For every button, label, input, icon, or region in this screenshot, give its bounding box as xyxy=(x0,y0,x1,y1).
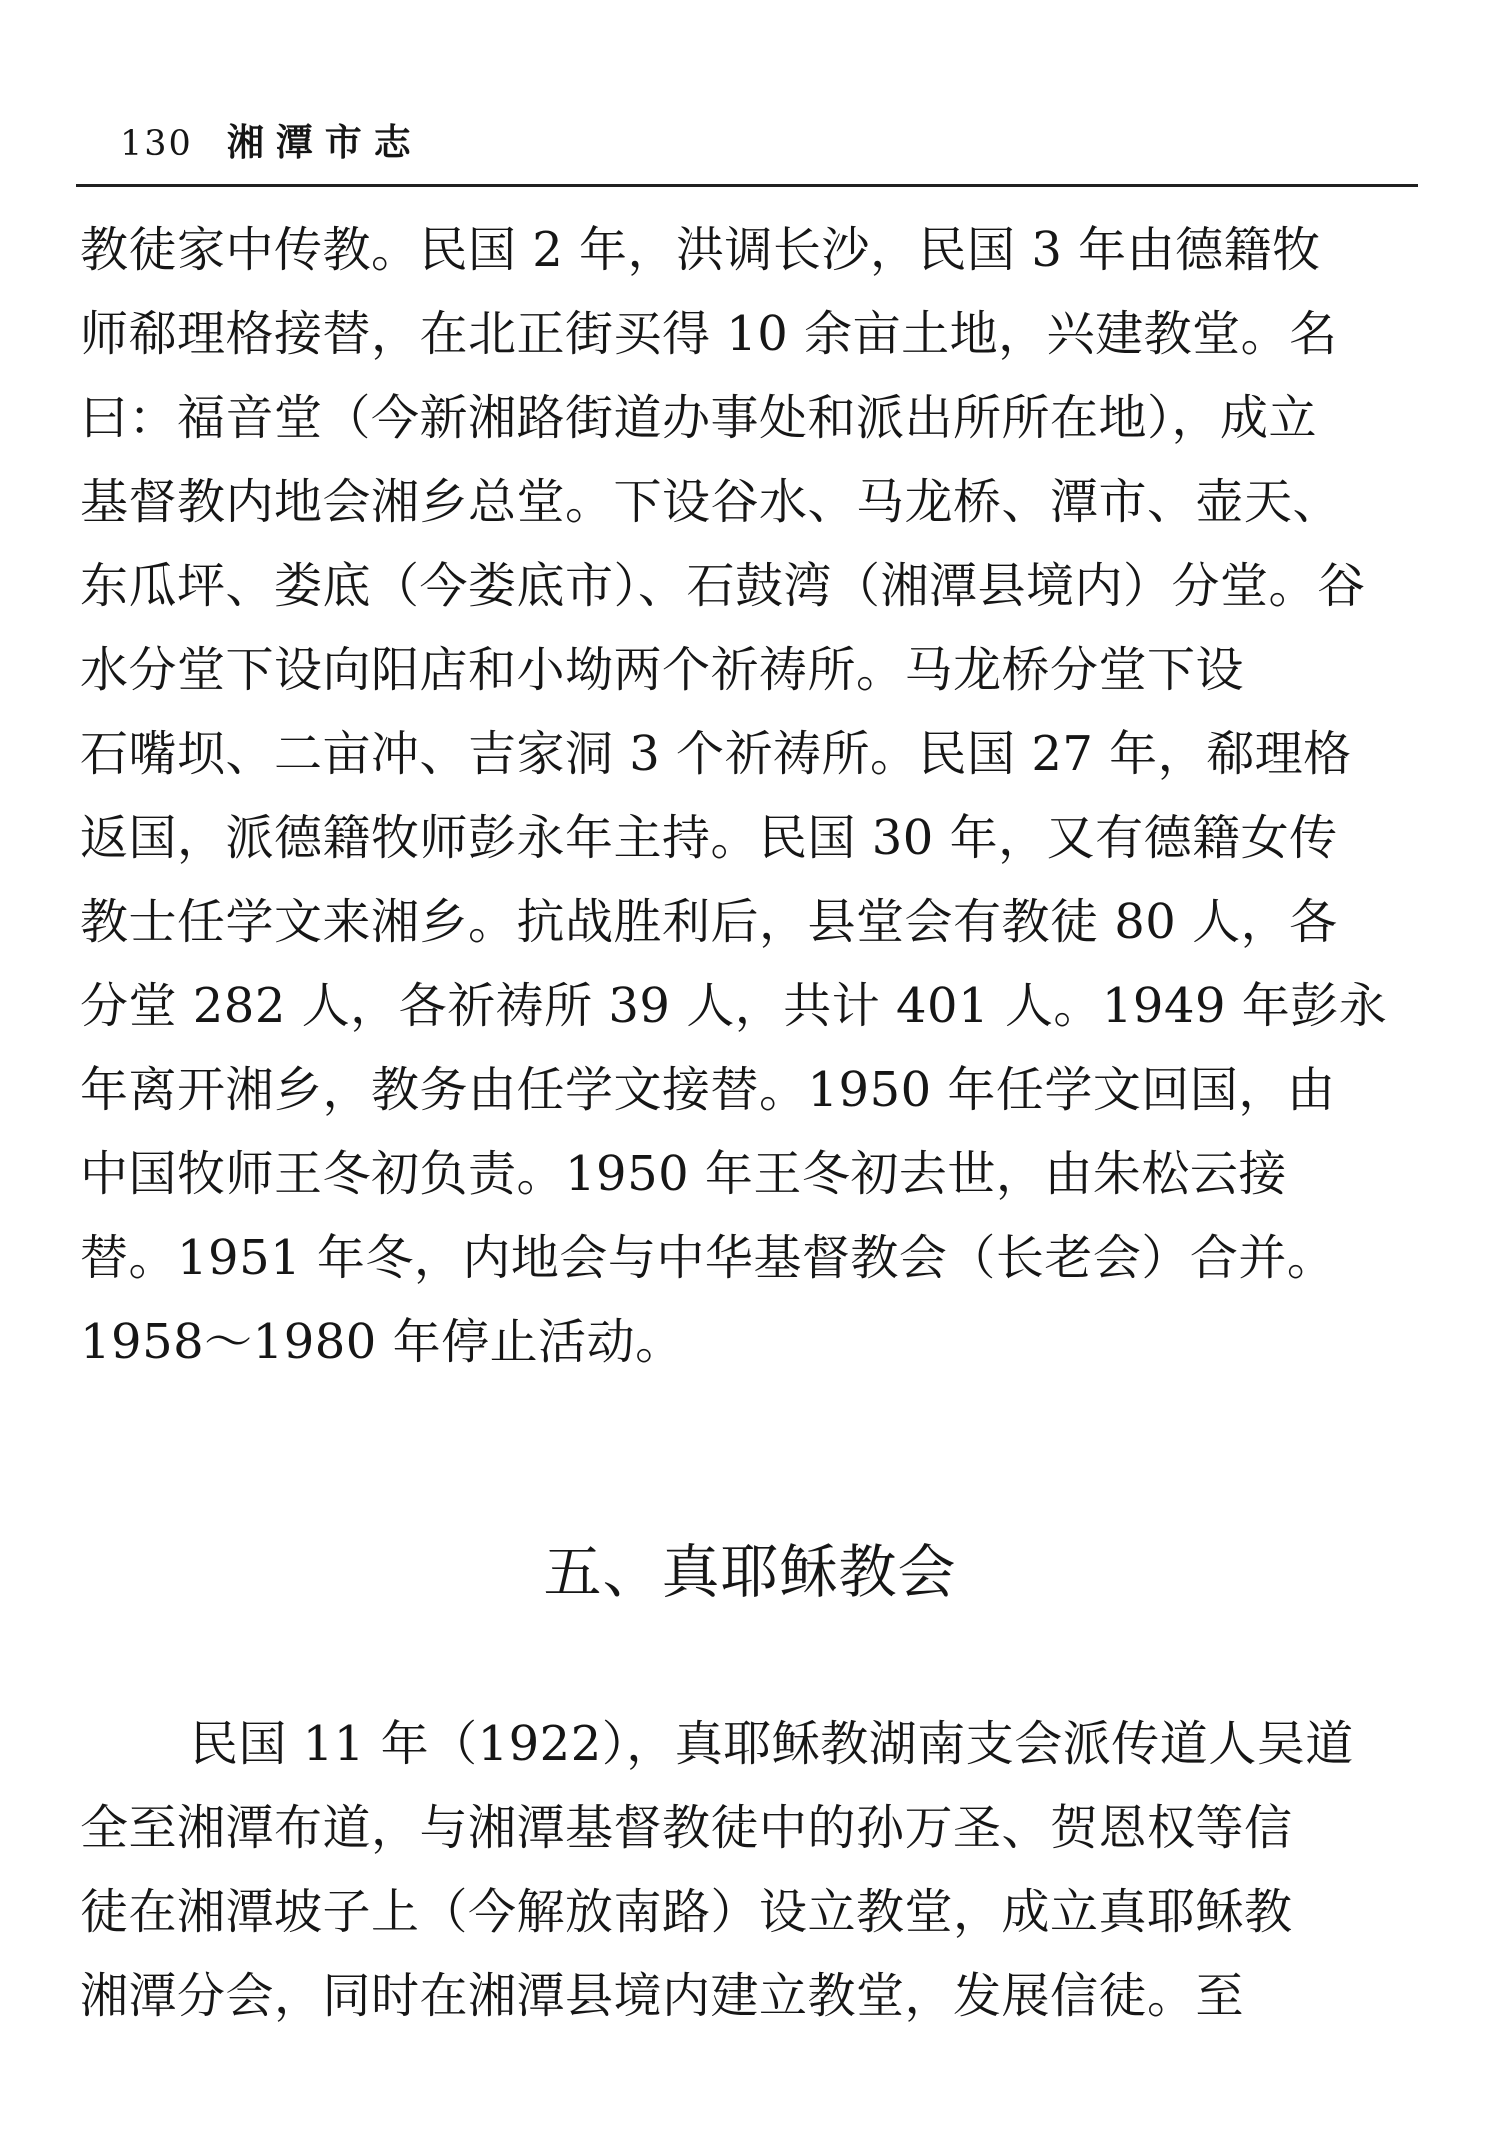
text-line: 全至湘潭布道，与湘潭基督教徒中的孙万圣、贺恩权等信 xyxy=(80,1800,1293,1856)
text-line: 湘潭分会，同时在湘潭县境内建立教堂，发展信徒。至 xyxy=(80,1968,1245,2024)
text-line: 水分堂下设向阳店和小坳两个祈祷所。马龙桥分堂下设 xyxy=(80,642,1245,698)
running-head xyxy=(120,112,423,172)
header-rule xyxy=(76,184,1418,187)
text-line: 教徒家中传教。民国 2 年，洪调长沙，民国 3 年由德籍牧 xyxy=(80,222,1321,278)
text-line: 民国 11 年（1922），真耶稣教湖南支会派传道人吴道 xyxy=(190,1716,1354,1772)
text-line: 教士任学文来湘乡。抗战胜利后，县堂会有教徒 80 人，各 xyxy=(80,894,1338,950)
text-line: 分堂 282 人，各祈祷所 39 人，共计 401 人。1949 年彭永 xyxy=(80,978,1388,1034)
section-heading: 五、真耶稣教会 xyxy=(543,1538,957,1606)
text-line: 石嘴坝、二亩冲、吉家洞 3 个祈祷所。民国 27 年，郗理格 xyxy=(80,726,1352,782)
text-line: 基督教内地会湘乡总堂。下设谷水、马龙桥、潭市、壶天、 xyxy=(80,474,1342,530)
text-line: 替。1951 年冬，内地会与中华基督教会（长老会）合并。 xyxy=(80,1230,1336,1286)
page-number: 130 xyxy=(120,124,193,164)
text-line: 1958～1980 年停止活动。 xyxy=(80,1314,684,1370)
text-line: 师郗理格接替，在北正街买得 10 余亩土地，兴建教堂。名 xyxy=(80,306,1338,362)
book-title: 湘潭市志 xyxy=(226,121,423,164)
text-line: 返国，派德籍牧师彭永年主持。民国 30 年，又有德籍女传 xyxy=(80,810,1338,866)
text-line: 东瓜坪、娄底（今娄底市）、石鼓湾（湘潭县境内）分堂。谷 xyxy=(80,558,1366,614)
text-line: 曰：福音堂（今新湘路街道办事处和派出所所在地），成立 xyxy=(80,390,1318,446)
text-line: 中国牧师王冬初负责。1950 年王冬初去世，由朱松云接 xyxy=(80,1146,1287,1202)
text-line: 年离开湘乡，教务由任学文接替。1950 年任学文回国，由 xyxy=(80,1062,1336,1118)
text-line: 徒在湘潭坡子上（今解放南路）设立教堂，成立真耶稣教 xyxy=(80,1884,1293,1940)
